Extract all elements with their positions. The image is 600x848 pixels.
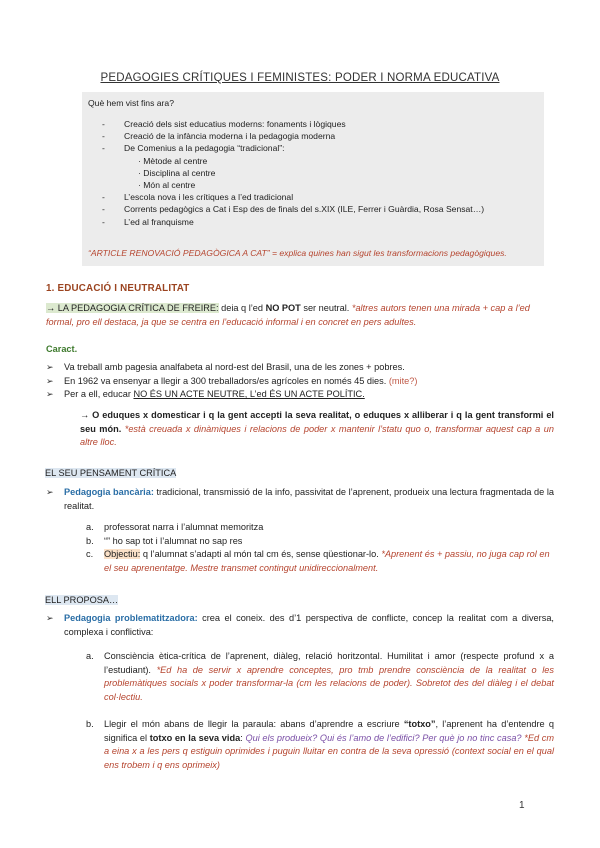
proposa-b-note: *Ed cm a eina x a les pers q estiguin oprimides i puguin lluitar en contra de la seva opressió (context social en el qual ens trobem i q ens oprimeix) (104, 732, 554, 770)
problematitzadora-label: Pedagogia problematitzadora: (64, 613, 198, 623)
text-bold: “totxo” (403, 719, 436, 729)
caract-label: Caract. (46, 344, 78, 354)
list-marker: b. (86, 719, 94, 729)
mite-note: (mite?) (388, 375, 418, 386)
list-item: - De Comenius a la pedagogia “tradicional”: (102, 142, 532, 154)
text-run: Per a ell, educar (64, 389, 134, 400)
text-run: : (240, 732, 246, 743)
freire-label: → LA PEDAGOGIA CRÍTICA DE FREIRE: (46, 303, 219, 313)
page-title: PEDAGOGIES CRÍTIQUES I FEMINISTES: PODER I NORMA EDUCATIVA (100, 72, 500, 84)
text-run: q l’alumnat s’adapti al món tal cm és, sense qüestionar-lo. (140, 549, 382, 560)
text-run: deia q l’ed (218, 303, 266, 313)
objectiu-note: *Aprenent és + passiu, no juga cap rol en el seu aprenentatge. Mestre transmet contingut unidireccionalment. (104, 549, 550, 573)
list-item (46, 486, 554, 513)
text-run: , l’aprenent ha d’entendre q significa el (104, 719, 554, 743)
arrow-note: *està creuada x dinàmiques i relacions de poder x mantenir l’statu quo o, transformar aquest cap a un altre lloc. (80, 423, 554, 448)
list-marker: c. (86, 549, 94, 560)
proposa-heading-text: ELL PROPOSA… (45, 595, 119, 605)
pensament-heading (45, 467, 553, 481)
list-subitem: · Mètode al centre (138, 155, 208, 166)
list-subitem: · Disciplina al centre (138, 167, 216, 178)
list-item: - Corrents pedagògics a Cat i Esp des de finals del s.XIX (ILE, Ferrer i Guàrdia, Rosa Sensat…) (102, 203, 532, 215)
list-item (46, 650, 554, 704)
text-run: Llegir el món abans de llegir la paraula: abans d’aprendre a escriure (104, 719, 404, 729)
bancaria-paragraph (46, 486, 554, 513)
questions-text: Qui els produeix? Qui és l’amo de l’edifici? Per què jo no tinc casa? (245, 732, 522, 743)
text-run: professorat narra i l’alumnat memoritza (104, 522, 264, 532)
proposa-list-b (46, 718, 554, 772)
summary-article-note: “ARTICLE RENOVACIÓ PEDAGÒGICA A CAT” = explica quines han sigut les transformacions pedagògiques. (88, 248, 507, 258)
summary-heading: Què hem vist fins ara? (88, 98, 174, 108)
neutre-statement: NO ÉS UN ACTE NEUTRE, L’ed ÉS UN ACTE POLÍTIC. (133, 389, 365, 400)
arrow-bold: → O eduques x domesticar i q la gent accepti la seva realitat, o eduques x alliberar i q la gent transformi el seu món. (80, 410, 554, 434)
list-marker: a. (86, 651, 94, 661)
summary-list (102, 118, 532, 228)
bancaria-label: Pedagogia bancària: (64, 487, 154, 497)
list-item: - Creació de la infància moderna i la pedagogia moderna (102, 130, 532, 142)
text-run: Consciència ètica-crítica de l’aprenent, diàleg, relació horitzontal. Humilitat i amor (respecte profund x a l’estudiant). (104, 651, 554, 675)
text-run: En 1962 va ensenyar a llegir a 300 treballadors/es agrícoles en només 45 dies. (64, 375, 389, 386)
list-marker: a. (86, 522, 94, 532)
proposa-heading (45, 594, 553, 608)
text-bold: totxo en la seva vida (149, 732, 241, 743)
caract-list (46, 361, 554, 402)
freire-paragraph (46, 302, 554, 329)
problematitzadora-paragraph (46, 612, 554, 639)
section-heading: 1. EDUCACIÓ I NEUTRALITAT (46, 283, 190, 294)
freire-note: *altres autors tenen una mirada + cap a l’ed formal, pro ell destaca, ja que se centra en l’educació informal i en concret en pers adultes. (46, 303, 530, 327)
proposa-a-note: *Ed ha de servir x aprendre conceptes, pro tmb prendre consciència de la realitat o les problemàtiques socials x poder transformar-la (cm les relacions de poder). Sobretot des del diàleg i el debat col·lectiu. (104, 664, 554, 702)
list-item (46, 548, 554, 575)
list-item (46, 612, 554, 639)
list-item (46, 521, 554, 535)
objectiu-label: Objectiu: (104, 549, 141, 560)
text-run: crea el coneix. des d’1 perspectiva de conflicte, concep la realitat com a diversa, complexa i conflictiva: (64, 613, 554, 637)
list-item (46, 388, 554, 402)
list-item (46, 718, 554, 772)
text-run: tradicional, transmissió de la info, passivitat de l’aprenent, produeix una lectura fragmentada de la realitat. (64, 487, 554, 511)
list-item: - L’ed al franquisme (102, 216, 532, 228)
text-run: ser neutral. (300, 303, 352, 313)
list-item: ➢ Va treball amb pagesia analfabeta al nord-est del Brasil, una de les zones + pobres. (46, 361, 554, 375)
text-run: “” ho sap tot i l’alumnat no sap res (104, 535, 243, 546)
list-item (46, 375, 554, 389)
arrow-paragraph (80, 409, 554, 450)
text-bold: NO POT (265, 303, 301, 313)
summary-box (82, 92, 544, 266)
page-number: 1 (519, 800, 525, 811)
list-item: - L’escola nova i les crítiques a l’ed tradicional (102, 191, 532, 203)
list-item (46, 535, 554, 549)
list-subitem: · Món al centre (138, 179, 196, 190)
proposa-list (46, 650, 554, 704)
list-marker: b. (86, 535, 94, 546)
bancaria-list (46, 521, 554, 575)
list-item: - Creació dels sist educatius moderns: fonaments i lògiques (102, 118, 532, 130)
pensament-heading-text: EL SEU PENSAMENT CRÍTICA (45, 468, 177, 478)
